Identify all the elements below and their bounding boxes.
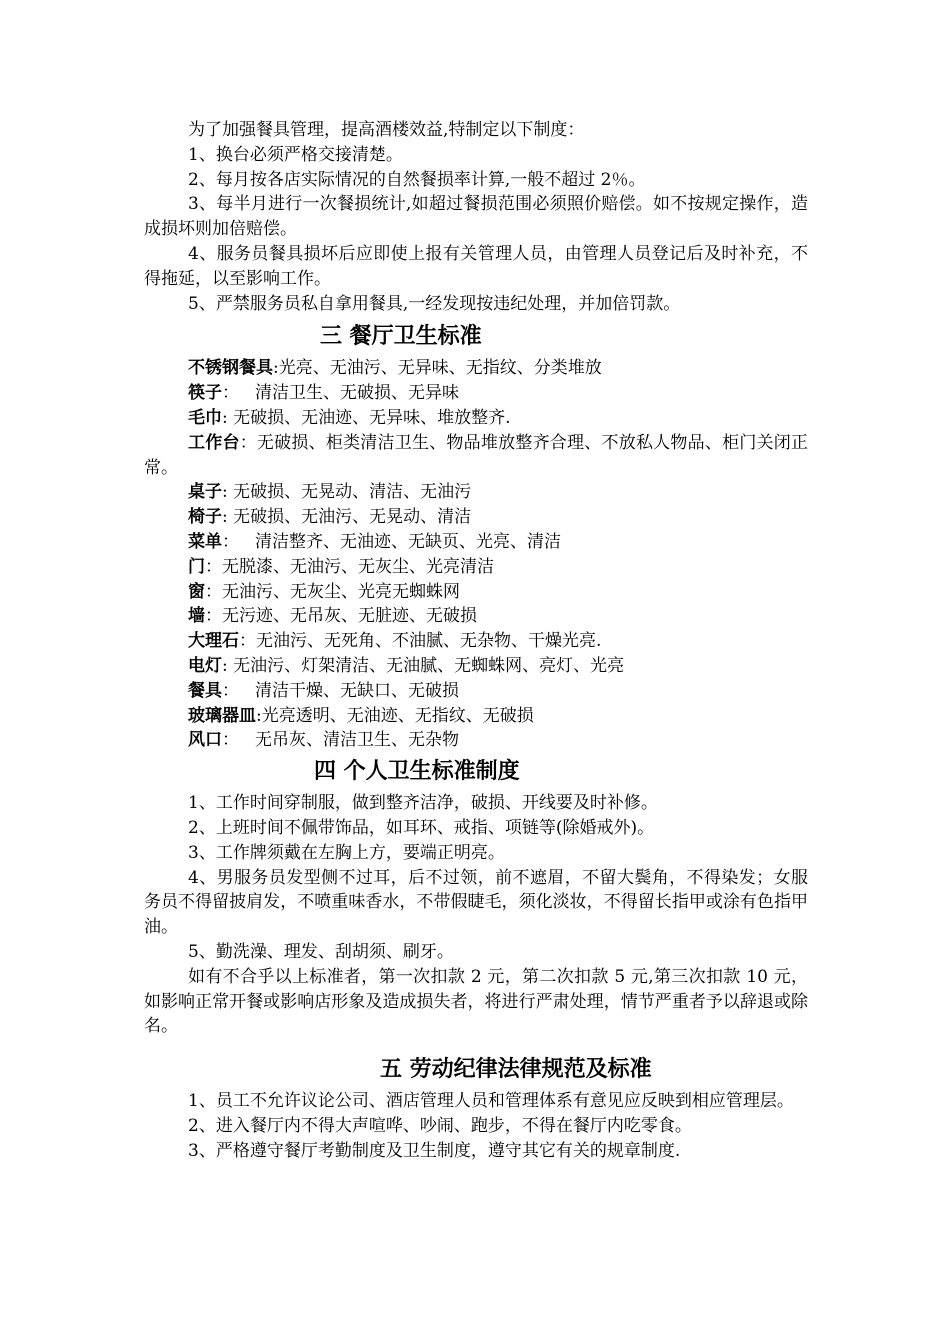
item-label: 工作台	[188, 432, 240, 453]
item-sep: ：	[222, 383, 239, 404]
item-text: 清洁干燥、无缺口、无破损	[255, 680, 459, 701]
item-text: 无脱漆、无油污、无灰尘、光亮清洁	[222, 556, 494, 577]
penalty-paragraph: 如有不合乎以上标准者，第一次扣款 2 元，第二次扣款 5 元,第三次扣款 10 元，如影响正常开餐或影响店形象及造成损失者，将进行严肃处理，情节严重者予以辞退或除名。	[144, 966, 808, 1037]
hygiene-item	[144, 728, 808, 753]
item-sep: :	[256, 705, 262, 726]
intro-item: 5、严禁服务员私自拿用餐具,一经发现按违纪处理，并加倍罚款。	[188, 293, 681, 314]
section-5-title: 五 劳动纪律法律规范及标准	[380, 1057, 652, 1083]
item-text: 无油污、灯架清洁、无油腻、无蜘蛛网、亮灯、光亮	[233, 655, 625, 676]
item-text: 无破损、无晃动、清洁、无油污	[233, 482, 472, 503]
hygiene-item	[144, 530, 808, 555]
item-sep: :	[222, 407, 234, 428]
item-text: 光亮透明、无油迹、无指纹、无破损	[261, 705, 534, 726]
item-sep: ：	[239, 631, 256, 652]
rule-item: 5、勤洗澡、理发、刮胡须、刷牙。	[188, 941, 454, 962]
item-label: 餐具	[188, 680, 222, 701]
item-label: 筷子	[188, 383, 222, 404]
item-text: 清洁整齐、无油迹、无缺页、光亮、清洁	[255, 531, 561, 552]
rule-item: 1、员工不允许议论公司、酒店管理人员和管理体系有意见应反映到相应管理层。	[188, 1091, 794, 1112]
item-text: 无油污、无死角、不油腻、无杂物、干燥光亮.	[256, 631, 602, 652]
item-label: 窗	[188, 581, 205, 602]
intro-lead: 为了加强餐具管理，提高酒楼效益,特制定以下制度：	[188, 120, 585, 140]
rule-item: 3、工作牌须戴在左胸上方，要端正明亮。	[188, 842, 505, 863]
hygiene-item	[144, 505, 808, 530]
item-sep: ：	[222, 680, 239, 701]
item-sep: :	[222, 482, 234, 503]
item-label: 桌子	[188, 482, 222, 503]
rule-item: 2、进入餐厅内不得大声喧哗、吵闹、跑步，不得在餐厅内吃零食。	[188, 1115, 692, 1136]
item-label: 大理石	[188, 631, 239, 652]
hygiene-item	[144, 604, 808, 629]
item-sep: :	[273, 358, 279, 379]
item-sep: :	[222, 655, 234, 676]
hygiene-item	[144, 431, 808, 481]
hygiene-item	[144, 356, 808, 381]
intro-item: 4、服务员餐具损坏后应即使上报有关管理人员，由管理人员登记后及时补充，不得拖延，以至影响工作。	[144, 243, 808, 289]
section-4-title: 四 个人卫生标准制度	[314, 759, 520, 785]
item-sep: ：	[222, 730, 239, 751]
item-sep: ：	[205, 581, 222, 602]
item-sep: ：	[239, 432, 257, 453]
rule-item: 1、工作时间穿制服，做到整齐洁净，破损、开线要及时补修。	[188, 793, 658, 814]
item-label: 门	[188, 556, 205, 577]
item-text: 无破损、无油迹、无异味、堆放整齐.	[233, 407, 511, 428]
item-label: 不锈钢餐具	[188, 358, 273, 379]
hygiene-item	[144, 654, 808, 679]
hygiene-item	[144, 555, 808, 580]
item-label: 毛巾	[188, 407, 222, 428]
item-text: 清洁卫生、无破损、无异味	[255, 383, 459, 404]
hygiene-item	[144, 406, 808, 431]
item-label: 菜单	[188, 531, 222, 552]
item-text: 无破损、无油污、无晃动、清洁	[233, 507, 472, 528]
intro-item: 1、换台必须严格交接清楚。	[188, 144, 403, 165]
rule-item: 4、男服务员发型侧不过耳，后不过领，前不遮眉，不留大鬓角，不得染发；女服务员不得留披肩发，不喷重味香水，不带假睫毛，须化淡妆，不得留长指甲或涂有色指甲油。	[144, 867, 808, 938]
item-sep: ：	[205, 556, 222, 577]
item-text: 无污迹、无吊灰、无脏迹、无破损	[222, 606, 477, 627]
hygiene-item	[144, 480, 808, 505]
item-label: 墙	[188, 606, 205, 627]
hygiene-item	[144, 704, 808, 729]
item-sep: ：	[222, 531, 239, 552]
item-text: 光亮、无油污、无异味、无指纹、分类堆放	[278, 358, 602, 379]
hygiene-item	[144, 679, 808, 704]
item-text: 无吊灰、清洁卫生、无杂物	[255, 730, 459, 751]
intro-item: 3、每半月进行一次餐损统计,如超过餐损范围必须照价赔偿。如不按规定操作，造成损坏则加倍赔偿。	[144, 194, 808, 240]
hygiene-item	[144, 381, 808, 406]
item-text: 无油污、无灰尘、光亮无蜘蛛网	[222, 581, 460, 602]
item-sep: :	[222, 507, 234, 528]
item-sep: ：	[205, 606, 222, 627]
rule-item: 2、上班时间不佩带饰品，如耳环、戒指、项链等(除婚戒外)。	[188, 817, 655, 838]
section-3-title: 三 餐厅卫生标准	[320, 324, 482, 350]
rule-item: 3、严格遵守餐厅考勤制度及卫生制度，遵守其它有关的规章制度.	[188, 1140, 681, 1161]
item-label: 风口	[188, 730, 222, 751]
hygiene-item	[144, 580, 808, 605]
item-text: 无破损、柜类清洁卫生、物品堆放整齐合理、不放私人物品、柜门关闭正常。	[144, 432, 809, 478]
item-label: 玻璃器皿	[188, 705, 256, 726]
intro-item: 2、每月按各店实际情况的自然餐损率计算,一般不超过 2％。	[188, 169, 646, 190]
item-label: 电灯	[188, 655, 222, 676]
item-label: 椅子	[188, 507, 222, 528]
hygiene-item	[144, 629, 808, 654]
document-page	[144, 118, 808, 1163]
